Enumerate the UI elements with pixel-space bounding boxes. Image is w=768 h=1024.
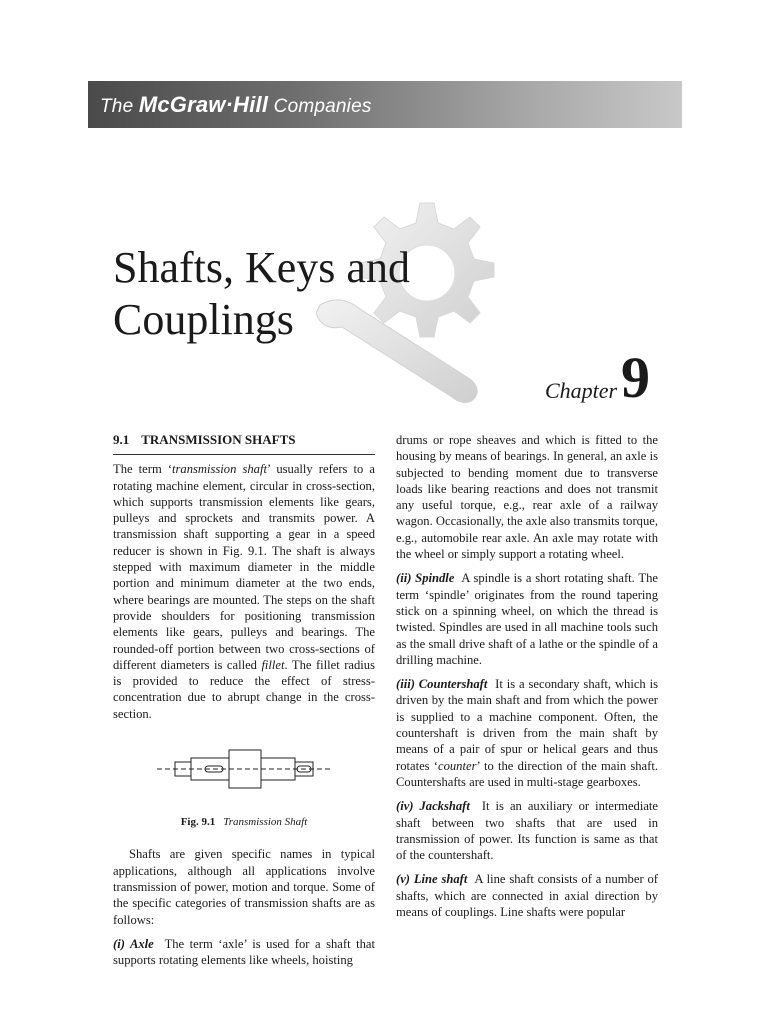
chapter-number: 9 xyxy=(621,345,650,410)
text-span: It is a secondary shaft, which is driven by the main shaft and from which the power is supplied to a machine component. Often, the countershaft is driven from the main shaft by means of a pair of spur or helical gears and thus rotates ‘ xyxy=(396,677,659,773)
publisher-logo xyxy=(100,92,372,118)
axle-text: The term ‘axle’ is used for a shaft that supports rotating elements like wheels, hoisting xyxy=(113,936,375,968)
transmission-shaft-drawing xyxy=(113,730,375,808)
emphasis-term: transmission shaft xyxy=(172,462,267,477)
right-column xyxy=(396,432,658,928)
jackshaft-text: It is an auxiliary or intermediate shaft between two shafts that are used in transmission of power. Its function is same as that of the countershaft. xyxy=(396,799,659,863)
logo-brand: McGraw·Hill xyxy=(138,92,269,117)
figure-title: Transmission Shaft xyxy=(223,816,308,829)
text-span: . The fillet radius is provided to reduce the effect of stress-concentration due to abrupt change in the cross-section. xyxy=(113,657,375,721)
logo-suffix: Companies xyxy=(268,96,372,117)
spindle-text: A spindle is a short rotating shaft. The term ‘spindle’ originates from the round tapering stick on a spinning wheel, on which the thread is twisted. Spindles are used in all machine tools such as the small drive shaft of a lathe or the spindle of a drilling machine. xyxy=(396,571,658,667)
paragraph-countershaft xyxy=(396,676,658,790)
paragraph-axle xyxy=(113,936,375,969)
chapter-title: Shafts, Keys and Couplings xyxy=(113,243,410,344)
paragraph-line-shaft xyxy=(396,871,658,920)
paragraph-spindle xyxy=(396,570,658,668)
text-span: The term ‘ xyxy=(113,462,173,477)
line-shaft-text: A line shaft consists of a number of shafts, which are connected in axial direction by means of couplings. Line shafts were popular xyxy=(396,872,658,920)
publisher-banner xyxy=(88,81,682,128)
emphasis-term: fillet xyxy=(261,657,285,672)
term-spindle: (ii) Spindle xyxy=(396,571,455,586)
section-number: 9.1 xyxy=(113,432,130,447)
term-line-shaft: (v) Line shaft xyxy=(396,872,468,887)
figure-caption xyxy=(113,814,375,830)
paragraph-jackshaft xyxy=(396,798,658,863)
figure-number: Fig. 9.1 xyxy=(180,816,216,829)
section-heading xyxy=(113,432,375,455)
paragraph-categories: Shafts are given specific names in typical applications, although all applications involve transmission of power, motion and torque. Some of the specific categories of transmission shafts are as follows: xyxy=(113,847,375,927)
chapter-label: Chapter xyxy=(545,378,618,403)
left-column xyxy=(113,432,375,976)
text-span: ’ to the direction of the main shaft. Countershafts are used in multi-stage gearboxes. xyxy=(396,758,658,789)
emphasis-term: counter xyxy=(438,758,477,773)
paragraph-axle-continued: drums or rope sheaves and which is fitted to the housing by means of bearings. In general, an axle is subjected to bending moment due to transverse loads like bearing reactions and does not transmit any useful torque, e.g., rear axle of a railway wagon. Occasionally, the axle also transmits torque, e.g., automobile rear axle. An axle may rotate with the wheel or simply support a rotating wheel. xyxy=(396,433,658,562)
term-jackshaft: (iv) Jackshaft xyxy=(396,799,470,814)
text-span: ’ usually refers to a rotating machine element, circular in cross-section, which supports transmission elements like gears, pulleys and sprockets and transmits power. A transmission shaft supporting a gear in a speed reducer is shown in Fig. 9.1. The shaft is always stepped with maximum diameter in the middle portion and minimum diameter at the two ends, where bearings are mounted. The steps on the shaft provide shoulders for positioning transmission elements like gears, pulleys and bearings. The rounded-off portion between two cross-sections of different diameters is called xyxy=(113,462,375,672)
paragraph-transmission-shaft xyxy=(113,461,375,722)
term-axle: (i) Axle xyxy=(113,936,154,951)
section-title: TRANSMISSION SHAFTS xyxy=(141,432,296,447)
figure-shaft xyxy=(113,730,375,808)
term-countershaft: (iii) Countershaft xyxy=(396,677,488,692)
logo-prefix: The xyxy=(100,96,139,117)
